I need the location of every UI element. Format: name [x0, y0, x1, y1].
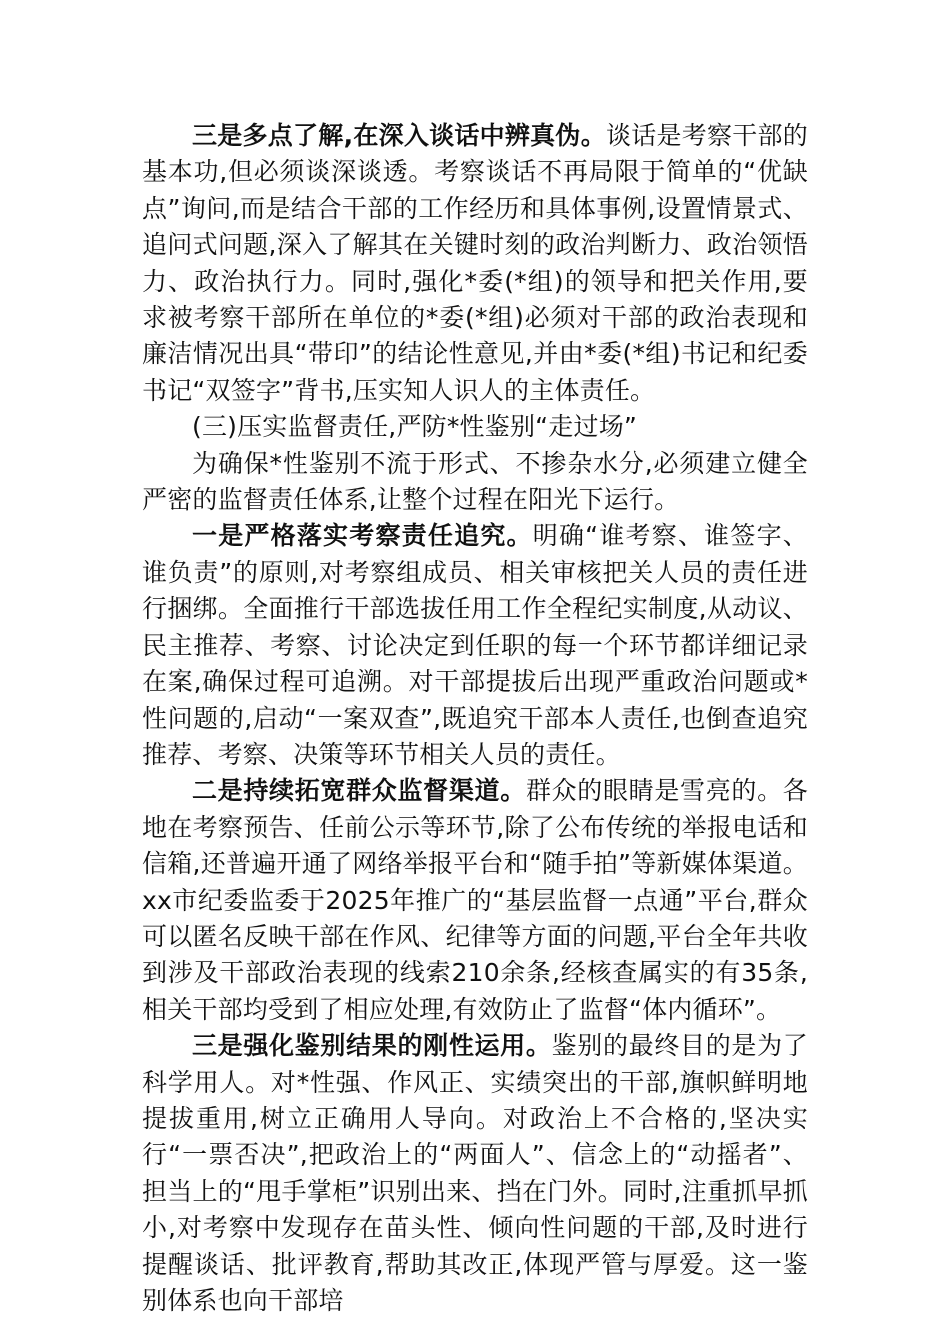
paragraph-text: 明确“谁考察、谁签字、谁负责”的原则,对考察组成员、相关审核把关人员的责任进行捆绑。全面推行干部选拔任用工作全程纪实制度,从动议、民主推荐、考察、讨论决定到任职的每一个环节都详细记录在案,确保过程可追溯。对干部提拔后出现严重政治问题或*性问题的,启动“一案双查”,既追究干部本人责任,也倒查追究推荐、考察、决策等环节相关人员的责任。 — [142, 521, 808, 769]
paragraph-text: 谈话是考察干部的基本功,但必须谈深谈透。考察谈话不再局限于简单的“优缺点”询问,而是结合干部的工作经历和具体事例,设置情景式、追问式问题,深入了解其在关键时刻的政治判断力、政治领悟力、政治执行力。同时,强化*委(*组)的领导和把关作用,要求被考察干部所在单位的*委(*组)必须对干部的政治表现和廉洁情况出具“带印”的结论性意见,并由*委(*组)书记和纪委书记“双签字”背书,压实知人识人的主体责任。 — [142, 121, 808, 405]
paragraph-text: 鉴别的最终目的是为了科学用人。对*性强、作风正、实绩突出的干部,旗帜鲜明地提拔重用,树立正确用人导向。对政治上不合格的,坚决实行“一票否决”,把政治上的“两面人”、信念上的“动摇者”、担当上的“甩手掌柜”识别出来、挡在门外。同时,注重抓早抓小,对考察中发现存在苗头性、倾向性问题的干部,及时进行提醒谈话、批评教育,帮助其改正,体现严管与厚爱。这一鉴别体系也向干部培 — [142, 1031, 808, 1315]
paragraph-lead: 一是严格落实考察责任追究。 — [192, 521, 533, 551]
paragraph-lead: 二是持续拓宽群众监督渠道。 — [192, 776, 526, 806]
section-heading — [142, 409, 808, 445]
paragraph-responsibility — [142, 518, 808, 773]
paragraph-lead: 三是强化鉴别结果的刚性运用。 — [192, 1031, 552, 1061]
paragraph-political-talk — [142, 118, 808, 409]
section-heading-text: (三)压实监督责任,严防*性鉴别“走过场” — [192, 412, 638, 442]
paragraph-intro — [142, 446, 808, 519]
paragraph-lead: 三是多点了解,在深入谈话中辨真伪。 — [192, 121, 606, 150]
paragraph-text: 群众的眼睛是雪亮的。各地在考察预告、任前公示等环节,除了公布传统的举报电话和信箱,还普遍开通了网络举报平台和“随手拍”等新媒体渠道。xx市纪委监委于2025年推广的“基层监督一点通”平台,群众可以匿名反映干部在作风、纪律等方面的问题,平台全年共收到涉及干部政治表现的线索210余条,经核查属实的有35条,相关干部均受到了相应处理,有效防止了监督“体内循环”。 — [142, 776, 809, 1024]
paragraph-result-application — [142, 1028, 808, 1319]
document-body — [142, 118, 808, 1319]
paragraph-text: 为确保*性鉴别不流于形式、不掺杂水分,必须建立健全严密的监督责任体系,让整个过程在阳光下运行。 — [142, 448, 808, 515]
paragraph-public-supervision — [142, 773, 808, 1028]
